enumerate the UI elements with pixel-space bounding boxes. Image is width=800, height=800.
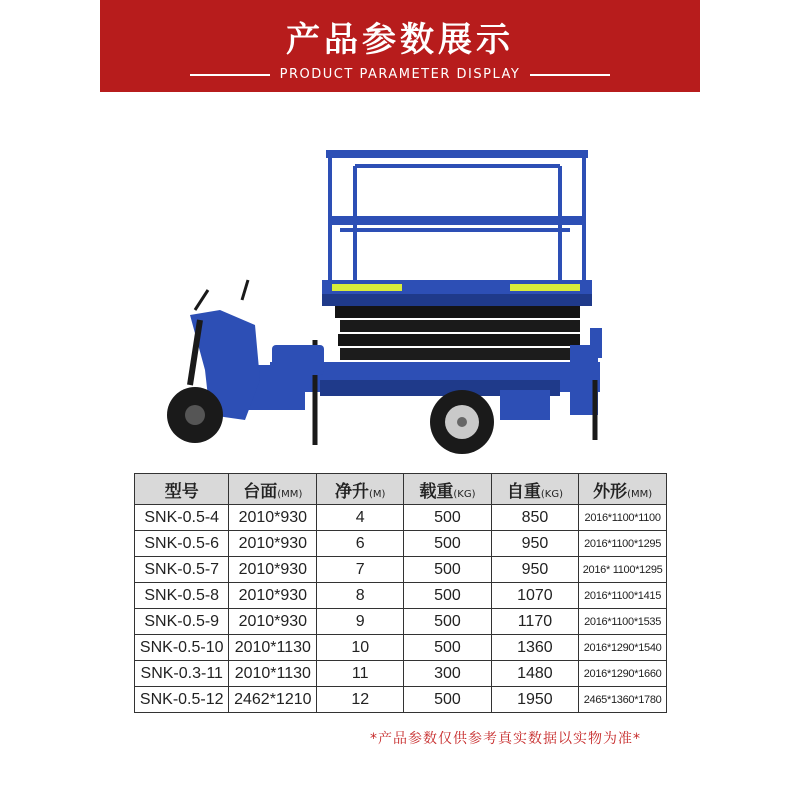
cell-load: 500 xyxy=(404,505,491,531)
scissor-mechanism xyxy=(335,306,602,360)
rear-wheel xyxy=(430,390,494,454)
cell-weight: 1360 xyxy=(491,635,579,661)
cell-dimensions: 2016*1290*1660 xyxy=(579,661,667,687)
banner-title: 产品参数展示 xyxy=(286,20,514,60)
cell-model: SNK-0.5-6 xyxy=(135,531,229,557)
cell-dimensions: 2016*1290*1540 xyxy=(579,635,667,661)
table-row xyxy=(135,531,667,557)
header-load: 载重(KG) xyxy=(404,474,491,505)
table-row xyxy=(135,635,667,661)
cell-load: 500 xyxy=(404,635,491,661)
cell-dimensions: 2016*1100*1535 xyxy=(579,609,667,635)
table-row xyxy=(135,609,667,635)
table-header-row xyxy=(135,474,667,505)
header-weight: 自重(KG) xyxy=(491,474,579,505)
cell-weight: 1170 xyxy=(491,609,579,635)
cell-weight: 1480 xyxy=(491,661,579,687)
cell-dimensions: 2016*1100*1295 xyxy=(579,531,667,557)
cell-weight: 1950 xyxy=(491,687,579,713)
header-lift-height: 净升(M) xyxy=(317,474,404,505)
front-wheel xyxy=(167,387,223,443)
cell-lift-height: 11 xyxy=(317,661,404,687)
cell-dimensions: 2016*1100*1100 xyxy=(579,505,667,531)
footnote: *产品参数仅供参考真实数据以实物为准* xyxy=(370,731,641,747)
table-row xyxy=(135,583,667,609)
cell-dimensions: 2465*1360*1780 xyxy=(579,687,667,713)
cell-load: 500 xyxy=(404,609,491,635)
cell-dimensions: 2016*1100*1415 xyxy=(579,583,667,609)
cell-lift-height: 8 xyxy=(317,583,404,609)
header-banner xyxy=(100,0,700,92)
cell-platform: 2010*930 xyxy=(229,531,317,557)
cell-model: SNK-0.5-8 xyxy=(135,583,229,609)
cell-lift-height: 10 xyxy=(317,635,404,661)
warning-stripe-right xyxy=(510,284,580,291)
cell-weight: 950 xyxy=(491,557,579,583)
cell-platform: 2010*930 xyxy=(229,609,317,635)
header-model: 型号 xyxy=(135,474,229,505)
cell-weight: 850 xyxy=(491,505,579,531)
cell-lift-height: 4 xyxy=(317,505,404,531)
table-row xyxy=(135,505,667,531)
banner-divider-right xyxy=(530,74,610,76)
cell-platform: 2010*1130 xyxy=(229,661,317,687)
warning-stripe-left xyxy=(332,284,402,291)
cell-model: SNK-0.5-9 xyxy=(135,609,229,635)
cell-dimensions: 2016* 1100*1295 xyxy=(579,557,667,583)
cell-load: 500 xyxy=(404,583,491,609)
cell-weight: 950 xyxy=(491,531,579,557)
cell-platform: 2010*930 xyxy=(229,583,317,609)
cell-model: SNK-0.5-7 xyxy=(135,557,229,583)
header-dimensions: 外形(MM) xyxy=(579,474,667,505)
lift-railing xyxy=(328,152,586,285)
cell-model: SNK-0.3-11 xyxy=(135,661,229,687)
cell-load: 500 xyxy=(404,557,491,583)
cell-lift-height: 7 xyxy=(317,557,404,583)
cell-model: SNK-0.5-4 xyxy=(135,505,229,531)
cell-model: SNK-0.5-10 xyxy=(135,635,229,661)
table-row xyxy=(135,687,667,713)
cell-lift-height: 9 xyxy=(317,609,404,635)
table-row xyxy=(135,557,667,583)
cell-platform: 2010*1130 xyxy=(229,635,317,661)
cell-platform: 2010*930 xyxy=(229,557,317,583)
parameter-table xyxy=(134,473,667,713)
table-row xyxy=(135,661,667,687)
cell-load: 500 xyxy=(404,531,491,557)
cell-weight: 1070 xyxy=(491,583,579,609)
cell-platform: 2010*930 xyxy=(229,505,317,531)
product-image xyxy=(150,140,660,460)
cell-model: SNK-0.5-12 xyxy=(135,687,229,713)
cell-load: 300 xyxy=(404,661,491,687)
header-platform: 台面(MM) xyxy=(229,474,317,505)
cell-load: 500 xyxy=(404,687,491,713)
cell-platform: 2462*1210 xyxy=(229,687,317,713)
banner-subtitle: PRODUCT PARAMETER DISPLAY xyxy=(279,67,521,82)
cell-lift-height: 12 xyxy=(317,687,404,713)
cell-lift-height: 6 xyxy=(317,531,404,557)
